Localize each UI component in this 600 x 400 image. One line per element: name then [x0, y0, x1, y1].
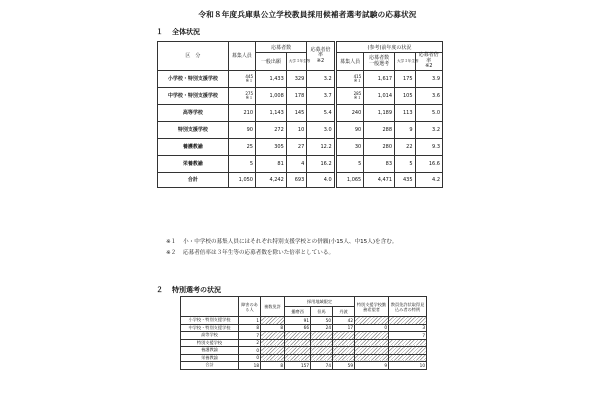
row-recruit: 90 — [228, 121, 255, 138]
t2-row-disability: 18 — [239, 362, 261, 370]
table-row-school-nurse — [158, 138, 443, 155]
row-prev-recruit: 240 — [336, 104, 363, 121]
row-prev-ratio: 16.6 — [415, 155, 442, 172]
footnote-text: 小・中学校の募集人員にはそれぞれ特別支援学校との併願(小15人、中15人)を含む。 — [183, 239, 398, 245]
footnote-1 — [166, 237, 397, 248]
special-selection-table — [180, 296, 427, 370]
t2-row-teacher-exp: 7 — [389, 332, 427, 340]
row-prev-univ3: 175 — [395, 70, 416, 87]
footnote-mark: ※２ — [166, 250, 177, 256]
header-prev-univ3: 大学３年生等 — [395, 53, 416, 71]
row-ratio: 3.0 — [307, 121, 334, 138]
table-row-nutrition — [158, 155, 443, 172]
row-prev-univ3: 9 — [395, 121, 416, 138]
row-prev-recruit — [336, 87, 363, 104]
header-prev-general: 一般選考 — [369, 61, 390, 68]
section-2-heading — [156, 285, 221, 295]
header-prev-applicants-label: 応募者数 — [369, 55, 390, 62]
row-ratio: 4.0 — [307, 172, 334, 187]
row-general: 272 — [256, 121, 287, 138]
row-prev-general: 1,189 — [364, 104, 395, 121]
row-prev-general: 4,471 — [364, 172, 395, 187]
t2-row-disability: 8 — [239, 324, 261, 332]
t2-row-exempt — [261, 339, 285, 347]
t2-row-exempt — [261, 354, 285, 362]
section-1-heading — [156, 27, 200, 37]
t2-row-harimanishi: 66 — [285, 324, 311, 332]
t2-row-teacher-exp — [389, 317, 427, 325]
t2-row-tajima: 50 — [311, 317, 333, 325]
t2-header-disability: 障害のある人 — [239, 297, 261, 317]
t2-row-tanba — [333, 347, 355, 355]
t2-row-harimanishi — [285, 347, 311, 355]
row-ratio: 3.7 — [307, 87, 334, 104]
t2-row-teacher-exp — [389, 347, 427, 355]
header-ratio-note: ※2 — [316, 57, 325, 64]
row-recruit: 5 — [228, 155, 255, 172]
row-prev-recruit: 30 — [336, 138, 363, 155]
t2-row-tanba — [333, 354, 355, 362]
row-univ3: 693 — [286, 172, 307, 187]
t2-row-school-nurse — [181, 347, 427, 355]
t2-row-harimanishi — [285, 339, 311, 347]
row-univ3: 329 — [286, 70, 307, 87]
t2-row-disability: 2 — [239, 339, 261, 347]
row-recruit: 210 — [228, 104, 255, 121]
footnotes — [166, 237, 397, 259]
row-prev-recruit — [336, 70, 363, 87]
row-category: 合計 — [158, 172, 229, 187]
row-ratio: 16.2 — [307, 155, 334, 172]
row-prev-univ3: 5 — [395, 155, 416, 172]
footnote-text: 応募者倍率は３年生等の応募者数を除いた倍率としている。 — [183, 250, 335, 256]
t2-row-exempt — [261, 332, 285, 340]
t2-row-category: 高等学校 — [181, 332, 239, 340]
row-prev-ratio: 3.6 — [415, 87, 442, 104]
row-prev-recruit: 5 — [336, 155, 363, 172]
row-general: 1,433 — [256, 70, 287, 87]
row-category: 中学校・特別支援学校 — [158, 87, 229, 104]
row-univ3: 4 — [286, 155, 307, 172]
t2-row-tanba: 59 — [333, 362, 355, 370]
row-prev-general: 280 — [364, 138, 395, 155]
table-row-elementary — [158, 70, 443, 87]
row-prev-recruit: 90 — [336, 121, 363, 138]
t2-row-category: 栄養教諭 — [181, 354, 239, 362]
section-1-label: 全体状況 — [172, 28, 200, 36]
header-prev-recruit: 募集人員 — [336, 53, 363, 71]
t2-row-special-needs — [181, 339, 427, 347]
row-recruit — [228, 87, 255, 104]
t2-row-special-school — [355, 317, 389, 325]
prev-recruit-note: ※１ — [353, 94, 362, 100]
t2-header-tanba: 丹波 — [333, 307, 355, 317]
header-prev-applicants — [364, 53, 395, 71]
row-prev-univ3: 113 — [395, 104, 416, 121]
t2-row-tanba: 42 — [333, 317, 355, 325]
t2-header-exempt: 複数免許 — [261, 297, 285, 317]
t2-row-total — [181, 362, 427, 370]
recruit-value: 275 — [245, 90, 253, 96]
t2-row-disability: 1 — [239, 317, 261, 325]
t2-row-tanba: 17 — [333, 324, 355, 332]
row-prev-ratio: 3.2 — [415, 121, 442, 138]
row-general: 4,242 — [256, 172, 287, 187]
row-prev-ratio: 5.0 — [415, 104, 442, 121]
t2-row-category: 養護教諭 — [181, 347, 239, 355]
row-prev-ratio: 3.9 — [415, 70, 442, 87]
row-prev-general: 288 — [364, 121, 395, 138]
t2-row-tajima — [311, 332, 333, 340]
t2-row-exempt: 8 — [261, 324, 285, 332]
header-reference-group: (参考)前年度の状況 — [336, 42, 442, 53]
t2-row-harimanishi — [285, 332, 311, 340]
t2-row-tajima — [311, 347, 333, 355]
row-univ3: 10 — [286, 121, 307, 138]
section-1-number: １ — [156, 28, 163, 36]
overall-status-table — [157, 41, 443, 188]
row-prev-ratio: 9.3 — [415, 138, 442, 155]
recruit-note: ※１ — [245, 77, 253, 83]
t2-header-harimanishi: 播磨西 — [285, 307, 311, 317]
header-category: 区 分 — [158, 42, 229, 71]
header-ratio-label: 応募者倍率 — [310, 46, 331, 58]
header-row-1 — [158, 42, 443, 53]
t2-header-blank — [181, 297, 239, 317]
header-prev-ratio-label: 応募者倍率 — [418, 52, 439, 64]
t2-row-high-school — [181, 332, 427, 340]
t2-row-special-school — [355, 354, 389, 362]
t2-row-harimanishi: 91 — [285, 317, 311, 325]
t2-row-exempt — [261, 317, 285, 325]
prev-recruit-note: ※１ — [353, 77, 362, 83]
t2-row-junior-high — [181, 324, 427, 332]
header-applicants: 応募者数 — [256, 42, 307, 53]
t2-row-nutrition — [181, 354, 427, 362]
t2-row-category: 中学校・特別支援学校 — [181, 324, 239, 332]
t2-row-teacher-exp — [389, 354, 427, 362]
table-row-high-school — [158, 104, 443, 121]
row-category: 栄養教諭 — [158, 155, 229, 172]
table-row-junior-high — [158, 87, 443, 104]
t2-row-teacher-exp — [389, 339, 427, 347]
t2-row-elementary — [181, 317, 427, 325]
header-prev-ratio — [415, 53, 442, 71]
row-prev-univ3: 105 — [395, 87, 416, 104]
row-prev-ratio: 4.2 — [415, 172, 442, 187]
row-prev-univ3: 22 — [395, 138, 416, 155]
t2-row-tajima — [311, 339, 333, 347]
t2-row-category: 合計 — [181, 362, 239, 370]
t2-row-tajima — [311, 354, 333, 362]
t2-row-special-school — [355, 347, 389, 355]
row-prev-general: 1,014 — [364, 87, 395, 104]
row-category: 小学校・特別支援学校 — [158, 70, 229, 87]
row-category: 養護教諭 — [158, 138, 229, 155]
t2-row-tajima: 24 — [311, 324, 333, 332]
row-prev-univ3: 435 — [395, 172, 416, 187]
row-univ3: 27 — [286, 138, 307, 155]
table-row-special-needs — [158, 121, 443, 138]
section-2-number: ２ — [156, 286, 163, 294]
t2-row-special-school — [355, 332, 389, 340]
header-recruit: 募集人員 — [228, 42, 255, 71]
t2-row-exempt — [261, 347, 285, 355]
footnote-2 — [166, 248, 397, 259]
row-ratio: 3.2 — [307, 70, 334, 87]
header-univ3: 大学３年生等 — [286, 53, 307, 71]
prev-recruit-value: 415 — [353, 73, 362, 79]
page-title: 令和８年度兵庫県公立学校教員採用候補者選考試験の応募状況 — [198, 10, 417, 19]
t2-row-special-school: 9 — [355, 362, 389, 370]
row-recruit: 25 — [228, 138, 255, 155]
row-general: 81 — [256, 155, 287, 172]
row-ratio: 12.2 — [307, 138, 334, 155]
row-category: 高等学校 — [158, 104, 229, 121]
table-row-total — [158, 172, 443, 187]
t2-header-tajima: 但馬 — [311, 307, 333, 317]
row-ratio: 5.4 — [307, 104, 334, 121]
t2-header-special-school: 特別支援学校勤務希望者 — [355, 297, 389, 317]
row-univ3: 145 — [286, 104, 307, 121]
row-general: 1,143 — [256, 104, 287, 121]
t2-row-disability: 0 — [239, 347, 261, 355]
row-general: 305 — [256, 138, 287, 155]
t2-header-teacher-exp: 教員免許状取得見込み者の特例 — [389, 297, 427, 317]
section-2-label: 特別選考の状況 — [172, 286, 221, 294]
footnote-mark: ※１ — [166, 239, 177, 245]
t2-row-tajima: 74 — [311, 362, 333, 370]
t2-row-teacher-exp: 10 — [389, 362, 427, 370]
t2-row-category: 特別支援学校 — [181, 339, 239, 347]
recruit-value: 445 — [245, 73, 253, 79]
t2-header-region-group: 採用地域限定 — [285, 297, 355, 307]
header-prev-ratio-note: ※2 — [425, 63, 433, 69]
t2-row-harimanishi — [285, 354, 311, 362]
header-general: 一般出願 — [256, 53, 287, 71]
row-prev-recruit: 1,065 — [336, 172, 363, 187]
row-prev-general: 83 — [364, 155, 395, 172]
t2-row-exempt: 8 — [261, 362, 285, 370]
t2-row-teacher-exp: 3 — [389, 324, 427, 332]
row-recruit: 1,050 — [228, 172, 255, 187]
t2-row-special-school: 0 — [355, 324, 389, 332]
row-univ3: 178 — [286, 87, 307, 104]
t2-row-harimanishi: 157 — [285, 362, 311, 370]
t2-row-category: 小学校・特別支援学校 — [181, 317, 239, 325]
row-general: 1,008 — [256, 87, 287, 104]
prev-recruit-value: 285 — [353, 90, 362, 96]
t2-row-disability: 7 — [239, 332, 261, 340]
row-prev-general: 1,617 — [364, 70, 395, 87]
t2-row-disability: 0 — [239, 354, 261, 362]
t2-row-tanba — [333, 332, 355, 340]
row-recruit — [228, 70, 255, 87]
t2-row-special-school — [355, 339, 389, 347]
t2-header-row-1 — [181, 297, 427, 307]
header-ratio — [307, 42, 334, 71]
row-category: 特別支援学校 — [158, 121, 229, 138]
t2-row-tanba — [333, 339, 355, 347]
recruit-note: ※１ — [245, 94, 253, 100]
